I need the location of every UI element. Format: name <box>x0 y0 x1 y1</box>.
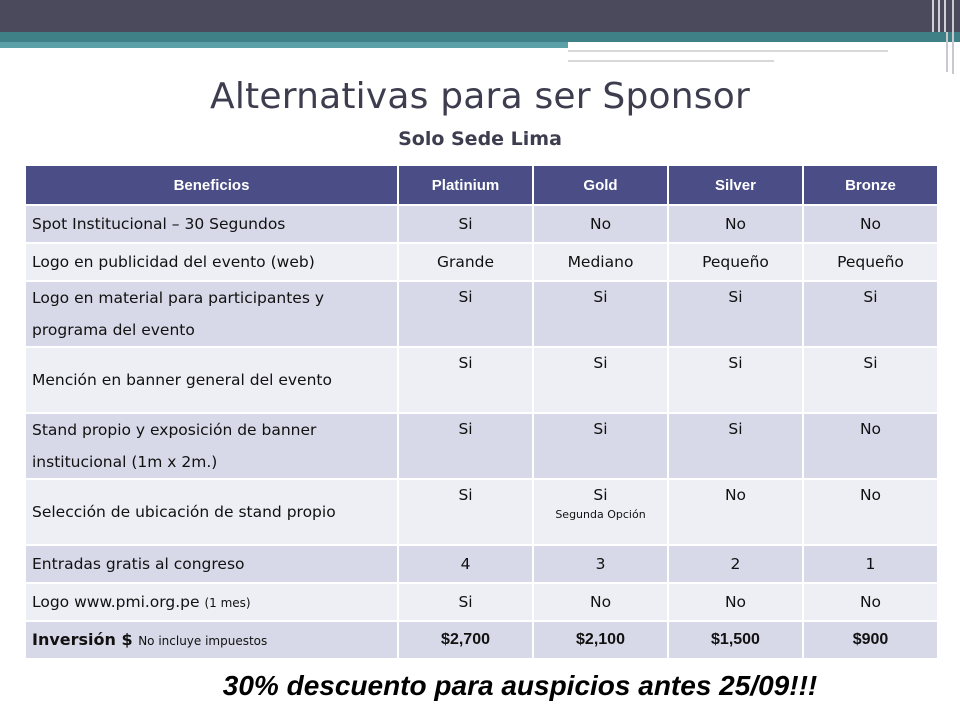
cell-silver: No <box>668 205 803 243</box>
cell-bronze: No <box>803 413 938 479</box>
cell-platinium: Si <box>398 413 533 479</box>
row-label-note: (1 mes) <box>204 595 251 610</box>
cell-gold: Si <box>533 281 668 347</box>
slide-subtitle: Solo Sede Lima <box>398 128 562 150</box>
header-beneficios: Beneficios <box>25 165 398 205</box>
cell-platinium: Si <box>398 205 533 243</box>
decor-line <box>568 60 774 62</box>
table-row <box>25 243 938 281</box>
cell-silver: Si <box>668 281 803 347</box>
cell-gold: 3 <box>533 545 668 583</box>
table-row <box>25 583 938 621</box>
cell-platinium: Grande <box>398 243 533 281</box>
cell-bronze: No <box>803 479 938 545</box>
cell-silver: Si <box>668 347 803 413</box>
cell-gold: No <box>533 205 668 243</box>
table-row <box>25 545 938 583</box>
cell-gold <box>533 479 668 545</box>
header-silver: Silver <box>668 165 803 205</box>
table-row <box>25 479 938 545</box>
slide-title: Alternativas para ser Sponsor <box>210 76 750 117</box>
cell-platinium: Si <box>398 479 533 545</box>
row-label: Spot Institucional – 30 Segundos <box>25 205 398 243</box>
cell-gold: $2,100 <box>533 621 668 659</box>
row-label: Mención en banner general del evento <box>25 347 398 413</box>
row-label: Stand propio y exposición de banner institucional (1m x 2m.) <box>25 413 398 479</box>
decor-stripe <box>946 32 948 72</box>
cell-silver: Si <box>668 413 803 479</box>
cell-bronze: No <box>803 583 938 621</box>
discount-banner: 30% descuento para auspicios antes 25/09!!! <box>222 670 818 701</box>
cell-silver: Pequeño <box>668 243 803 281</box>
row-label <box>25 583 398 621</box>
cell-platinium: Si <box>398 583 533 621</box>
table-header-row <box>25 165 938 205</box>
decor-stripe <box>932 0 934 32</box>
cell-platinium: Si <box>398 281 533 347</box>
header-gold: Gold <box>533 165 668 205</box>
header-cutout <box>568 42 960 50</box>
cell-bronze: Pequeño <box>803 243 938 281</box>
cell-gold: Mediano <box>533 243 668 281</box>
cell-platinium: $2,700 <box>398 621 533 659</box>
table-row <box>25 281 938 347</box>
cell-gold: Si <box>533 347 668 413</box>
gold-note: Segunda Opción <box>555 508 646 521</box>
row-label: Logo en publicidad del evento (web) <box>25 243 398 281</box>
cell-bronze: 1 <box>803 545 938 583</box>
row-label-text: Inversión $ <box>32 629 133 649</box>
row-label: Selección de ubicación de stand propio <box>25 479 398 545</box>
cell-bronze: No <box>803 205 938 243</box>
cell-bronze: $900 <box>803 621 938 659</box>
cell-platinium: 4 <box>398 545 533 583</box>
header-accent-band <box>0 32 960 42</box>
decor-stripe <box>944 0 946 32</box>
row-label-text: Logo www.pmi.org.pe <box>32 592 200 611</box>
row-label-note: No incluye impuestos <box>138 633 268 648</box>
table-row <box>25 413 938 479</box>
decor-line <box>568 50 888 52</box>
header-platinium: Platinium <box>398 165 533 205</box>
cell-silver: No <box>668 479 803 545</box>
cell-silver: 2 <box>668 545 803 583</box>
cell-bronze: Si <box>803 347 938 413</box>
cell-gold: Si <box>533 413 668 479</box>
decor-stripe <box>938 0 940 32</box>
row-label: Logo en material para participantes y programa del evento <box>25 281 398 347</box>
cell-silver: No <box>668 583 803 621</box>
cell-silver: $1,500 <box>668 621 803 659</box>
header-bronze: Bronze <box>803 165 938 205</box>
decor-stripe <box>952 0 954 74</box>
cell-gold-value: Si <box>593 486 608 504</box>
table-row-investment <box>25 621 938 659</box>
cell-bronze: Si <box>803 281 938 347</box>
table-row <box>25 347 938 413</box>
cell-gold: No <box>533 583 668 621</box>
table-row <box>25 205 938 243</box>
header-bar <box>0 0 960 32</box>
row-label: Entradas gratis al congreso <box>25 545 398 583</box>
row-label <box>25 621 398 659</box>
cell-platinium: Si <box>398 347 533 413</box>
sponsor-benefits-table <box>24 164 939 660</box>
